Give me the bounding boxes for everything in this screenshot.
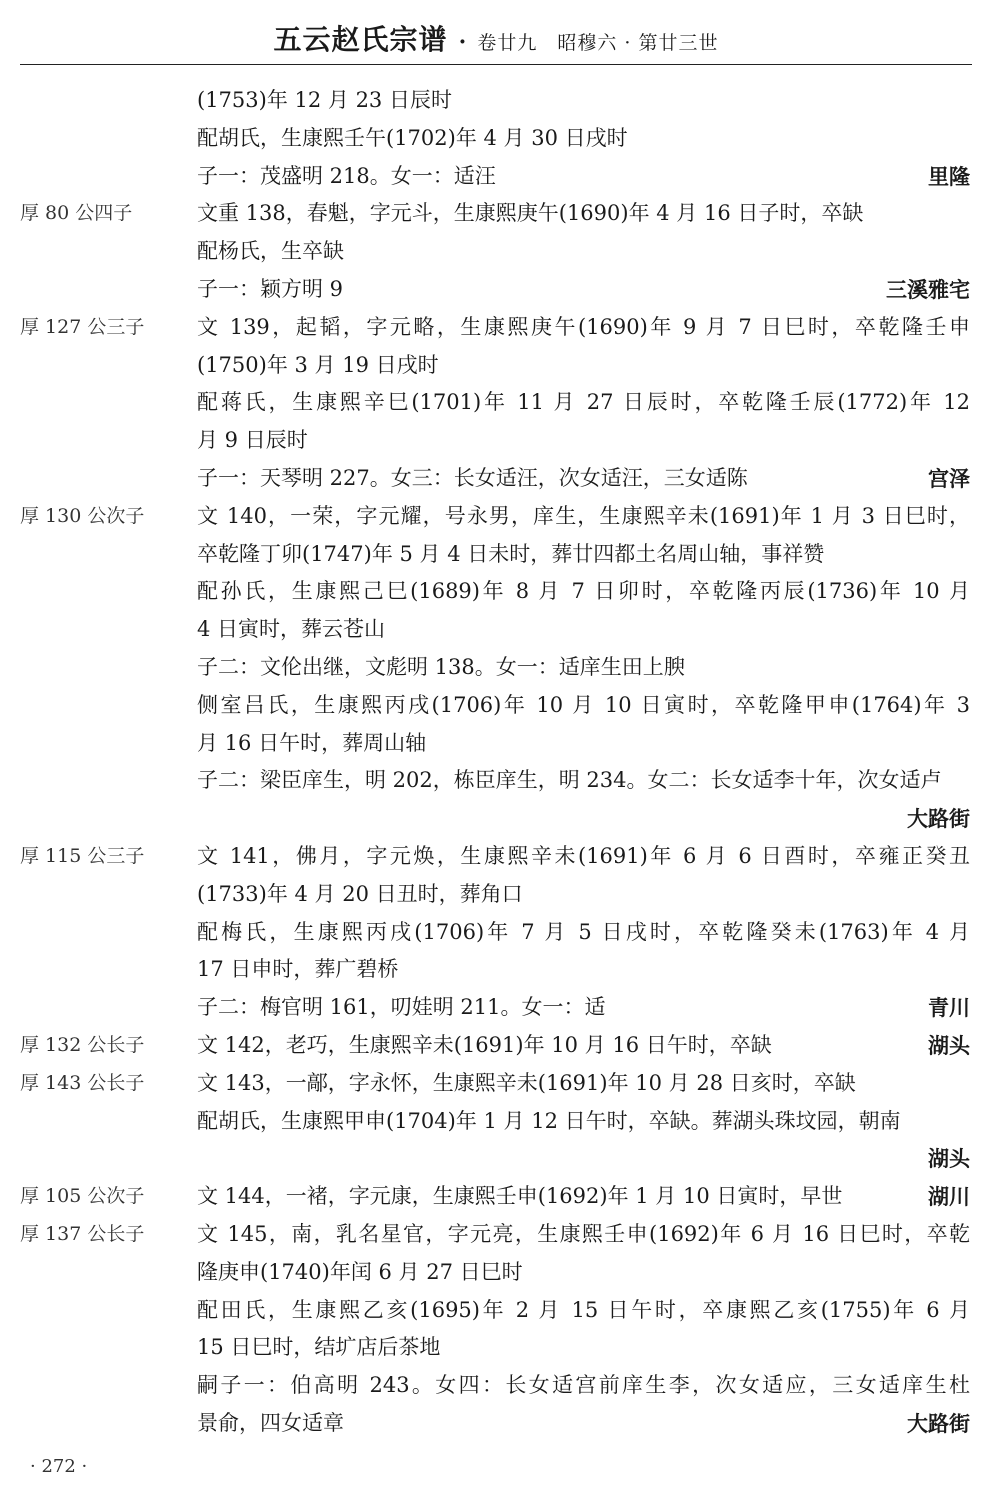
place-name: 湖川 bbox=[928, 1184, 970, 1210]
text-line bbox=[0, 800, 992, 838]
entry-text: 配胡氏，生康熙甲申(1704)年 1 月 12 日午时，卒缺。葬湖头珠坟园，朝南 bbox=[197, 1108, 901, 1133]
text-line bbox=[0, 914, 992, 952]
entry-text: 文 142，老巧，生康熙辛未(1691)年 10 月 16 日午时，卒缺 bbox=[197, 1032, 772, 1057]
text-line bbox=[0, 1065, 992, 1103]
text-line bbox=[0, 649, 992, 687]
entry-text: 文 141，佛月，字元焕，生康熙辛未(1691)年 6 月 6 日酉时，卒雍正癸丑 bbox=[197, 843, 970, 868]
entry-text: 15 日巳时，结圹店后茶地 bbox=[197, 1335, 441, 1360]
place-name: 三溪雅宅 bbox=[886, 276, 970, 302]
text-line bbox=[0, 876, 992, 914]
lineage-label: 厚 115 公三子 bbox=[20, 844, 145, 867]
text-line bbox=[0, 82, 992, 120]
text-line bbox=[0, 195, 992, 233]
entry-text: 子二：文伦出继，文彪明 138。女一：适庠生田上腴 bbox=[197, 654, 685, 679]
entry-text: 文 145，南，乳名星官，字元亮，生康熙壬申(1692)年 6 月 16 日巳时，卒乾 bbox=[197, 1221, 970, 1246]
entry-text: 17 日申时，葬广碧桥 bbox=[197, 957, 399, 982]
text-line bbox=[0, 498, 992, 536]
text-line bbox=[0, 1027, 992, 1065]
book-title: 五云赵氏宗谱 bbox=[273, 23, 448, 56]
text-line bbox=[0, 838, 992, 876]
place-name: 湖头 bbox=[928, 1146, 970, 1172]
text-line bbox=[0, 611, 992, 649]
text-line bbox=[0, 1178, 992, 1216]
entry-text: 卒乾隆丁卯(1747)年 5 月 4 日未时，葬廿四都土名周山轴，事祥赞 bbox=[197, 541, 825, 566]
entry-text: 配杨氏，生卒缺 bbox=[197, 239, 344, 264]
text-line bbox=[0, 573, 992, 611]
text-line bbox=[0, 1367, 992, 1405]
place-name: 宫泽 bbox=[928, 465, 970, 491]
text-line bbox=[0, 1254, 992, 1292]
place-name: 湖头 bbox=[928, 1032, 970, 1058]
lineage-label: 厚 137 公长子 bbox=[20, 1222, 145, 1245]
text-line bbox=[0, 725, 992, 763]
lineage-label: 厚 130 公次子 bbox=[20, 504, 145, 527]
entry-text: 配蒋氏，生康熙辛巳(1701)年 11 月 27 日辰时，卒乾隆壬辰(1772)年 12 bbox=[197, 390, 970, 415]
entry-text: 嗣子一：伯高明 243。女四：长女适宫前庠生李，次女适应，三女适庠生杜 bbox=[197, 1373, 970, 1398]
text-line bbox=[0, 309, 992, 347]
page-header bbox=[0, 18, 992, 62]
text-line bbox=[0, 1140, 992, 1178]
entry-text: 子二：梁臣庠生，明 202，栋臣庠生，明 234。女二：长女适李十年，次女适卢 bbox=[197, 768, 942, 793]
text-line bbox=[0, 120, 992, 158]
page-number: · 272 · bbox=[30, 1456, 88, 1477]
entry-text: 配梅氏，生康熙丙戌(1706)年 7 月 5 日戌时，卒乾隆癸未(1763)年 4 月 bbox=[197, 919, 970, 944]
entry-text: 配孙氏，生康熙己巳(1689)年 8 月 7 日卯时，卒乾隆丙辰(1736)年 10 月 bbox=[197, 579, 970, 604]
text-line bbox=[0, 1103, 992, 1141]
entry-text: 文 140，一荣，字元耀，号永男，庠生，生康熙辛未(1691)年 1 月 3 日巳时， bbox=[197, 503, 970, 528]
genealogy-body bbox=[0, 82, 992, 1443]
entry-text: 子一：茂盛明 218。女一：适汪 bbox=[197, 163, 496, 188]
entry-text: (1750)年 3 月 19 日戌时 bbox=[197, 352, 439, 377]
entry-text: 子一：天琴明 227。女三：长女适汪，次女适汪，三女适陈 bbox=[197, 465, 748, 490]
entry-text: (1733)年 4 月 20 日丑时，葬角口 bbox=[197, 881, 523, 906]
entry-text: 文重 138，春魁，字元斗，生康熙庚午(1690)年 4 月 16 日子时，卒缺 bbox=[197, 201, 864, 226]
text-line bbox=[0, 422, 992, 460]
entry-text: 子一：颖方明 9 bbox=[197, 276, 344, 301]
entry-text: 文 139，起韬，字元略，生康熙庚午(1690)年 9 月 7 日巳时，卒乾隆壬申 bbox=[197, 314, 970, 339]
text-line bbox=[0, 1292, 992, 1330]
place-name: 里隆 bbox=[928, 163, 970, 189]
text-line bbox=[0, 271, 992, 309]
entry-text: 月 16 日午时，葬周山轴 bbox=[197, 730, 427, 755]
text-line bbox=[0, 233, 992, 271]
place-name: 青川 bbox=[928, 995, 970, 1021]
lineage-label: 厚 105 公次子 bbox=[20, 1185, 145, 1208]
title-separator: · bbox=[458, 29, 467, 55]
text-line bbox=[0, 687, 992, 725]
text-line bbox=[0, 1329, 992, 1367]
text-line bbox=[0, 762, 992, 800]
text-line bbox=[0, 347, 992, 385]
lineage-label: 厚 127 公三子 bbox=[20, 315, 145, 338]
entry-text: 隆庚申(1740)年闰 6 月 27 日巳时 bbox=[197, 1259, 523, 1284]
text-line bbox=[0, 989, 992, 1027]
text-line bbox=[0, 460, 992, 498]
lineage-label: 厚 143 公长子 bbox=[20, 1071, 145, 1094]
lineage-label: 厚 80 公四子 bbox=[20, 202, 133, 225]
entry-text: 侧室吕氏，生康熙丙戌(1706)年 10 月 10 日寅时，卒乾隆甲申(1764)年 3 bbox=[197, 692, 970, 717]
place-name: 大路街 bbox=[907, 806, 970, 832]
entry-text: 文 143，一鄗，字永怀，生康熙辛未(1691)年 10 月 28 日亥时，卒缺 bbox=[197, 1070, 856, 1095]
entry-text: 月 9 日辰时 bbox=[197, 428, 308, 453]
entry-text: 文 144，一褚，字元康，生康熙壬申(1692)年 1 月 10 日寅时，早世 bbox=[197, 1184, 843, 1209]
entry-text: 景俞，四女适章 bbox=[197, 1410, 344, 1435]
section-subtitle: 卷廿九 昭穆六 · 第廿三世 bbox=[477, 32, 719, 54]
entry-text: 4 日寅时，葬云苍山 bbox=[197, 617, 386, 642]
entry-text: 配胡氏，生康熙壬午(1702)年 4 月 30 日戌时 bbox=[197, 125, 628, 150]
text-line bbox=[0, 158, 992, 196]
text-line bbox=[0, 951, 992, 989]
text-line bbox=[0, 536, 992, 574]
entry-text: 配田氏，生康熙乙亥(1695)年 2 月 15 日午时，卒康熙乙亥(1755)年 6 月 bbox=[197, 1297, 970, 1322]
place-name: 大路街 bbox=[907, 1410, 970, 1436]
entry-text: (1753)年 12 月 23 日辰时 bbox=[197, 88, 452, 112]
entry-text: 子二：梅官明 161，叨娃明 211。女一：适 bbox=[197, 995, 606, 1020]
lineage-label: 厚 132 公长子 bbox=[20, 1033, 145, 1056]
text-line bbox=[0, 1216, 992, 1254]
header-rule bbox=[20, 64, 972, 65]
text-line bbox=[0, 384, 992, 422]
text-line bbox=[0, 1405, 992, 1443]
